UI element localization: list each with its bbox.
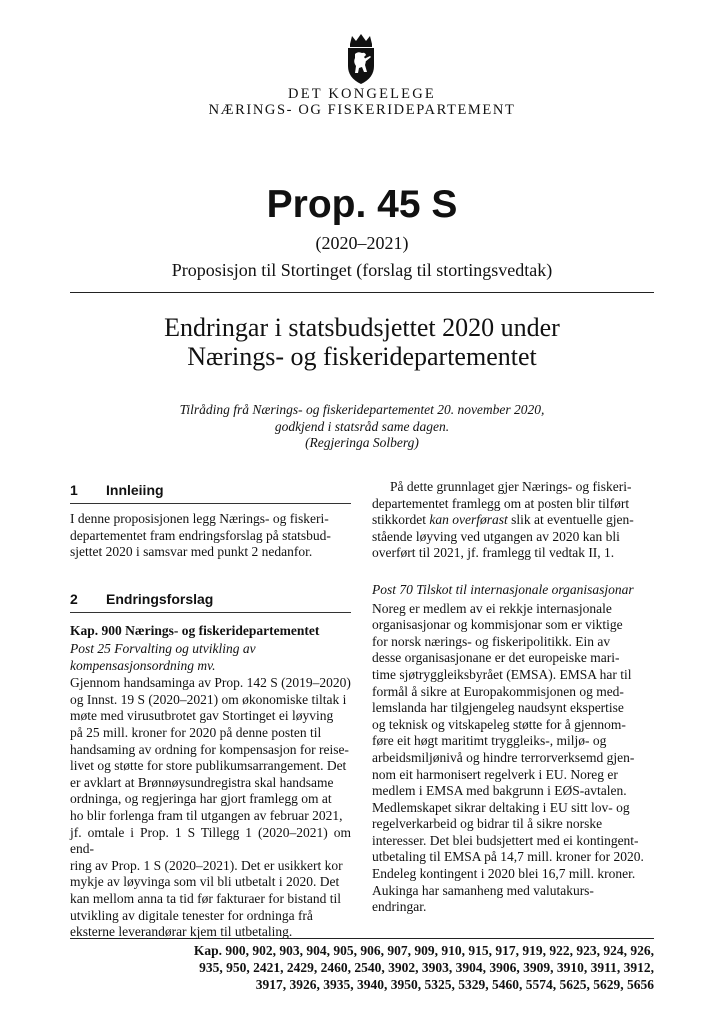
section-1-number: 1 [70,482,78,498]
body-line: lemslanda har tilgjengeleg naudsynt ekspertise [372,700,624,716]
body-line: departementet fram endringsforslag på statsbud- [70,527,331,543]
approval-line-2: godkjend i statsråd same dagen. [274,418,450,434]
chapter-list-line-2: 935, 950, 2421, 2429, 2460, 2540, 3902, 3903, 3904, 3906, 3909, 3910, 3911, 3912, [199,960,654,975]
body-line: time sjøtryggleiksbyrået (EMSA). EMSA har til [372,666,632,682]
body-line: og teknisk og vitskapeleg støtte for å gjennom- [372,716,626,732]
body-line: formål å sikre at Europakommisjonen og med- [372,683,624,699]
body-line: mykje av løyvinga som vil bli utbetalt i 2020. Det [70,874,340,890]
section-1-title: Innleiing [106,482,164,498]
approval-line-1: Tilråding frå Nærings- og fiskeridepartementet 20. november 2020, [179,402,545,417]
title-divider [70,292,654,293]
ministry-name-line2: NÆRINGS- OG FISKERIDEPARTEMENT [208,102,516,118]
body-line: overført til 2021, jf. framlegg til vedtak II, 1. [372,545,615,561]
body-line: på 25 mill. kroner for 2020 på denne posten til [70,724,322,740]
body-line: På dette grunnlaget gjer Nærings- og fiskeri- [390,479,632,494]
body-line: I denne proposisjonen legg Nærings- og fiskeri- [70,511,329,526]
ministry-name-line1: DET KONGELEGE [288,86,436,102]
body-line: Endeleg kontingent i 2020 blei 16,7 mill. kroner. [372,866,636,882]
section-1-body [70,511,351,561]
body-line: utbetaling til EMSA på 14,7 mill. kroner for 2020. [372,849,644,865]
section-2 [70,590,351,941]
right-column [372,479,654,916]
body-line: jf. omtale i Prop. 1 S Tillegg 1 (2020–2021) om end- [70,824,351,857]
session-years: (2020–2021) [315,233,409,253]
body-line: livet og støtte for store publikumsarrangement. Det [70,758,347,774]
approval-note [0,402,724,452]
royal-coat-of-arms-icon [338,32,384,86]
post-25-heading-line1: Post 25 Forvalting og utvikling av [70,641,256,656]
body-line: desse organisasjonane er det europeiske mari- [372,650,620,666]
body-line: Medlemskapet sikrar deltaking i EU sitt lov- og [372,799,630,815]
body-line: ring av Prop. 1 S (2020–2021). Det er usikkert kor [70,857,343,873]
post-70-heading: Post 70 Tilskot til internasjonale organisasjonar [372,581,634,597]
section-2-heading [70,590,351,608]
body-line: og Innst. 19 S (2020–2021) om økonomiske tiltak i [70,691,347,707]
body-text: stikkordet [372,512,426,528]
post-25-heading-line2: kompensasjonsordning mv. [70,657,216,673]
body-line: arbeidsmiljønivå og hindre terrorverksemd gjen- [372,749,635,765]
section-1-heading [70,481,351,499]
body-line: ho blir forlenga fram til utgangen av februar 2021, [70,807,343,823]
document-type: Proposisjon til Stortinget (forslag til stortingsvedtak) [171,260,553,280]
title-line-1: Endringar i statsbudsjettet 2020 under [164,313,560,342]
approval-line-3: (Regjeringa Solberg) [305,435,419,450]
body-line: Aukinga har samanheng med valutakurs- [372,882,594,898]
body-line: stående løyving ved utgangen av 2020 kan bli [372,528,620,544]
chapter-list-line-1: Kap. 900, 902, 903, 904, 905, 906, 907, 909, 910, 915, 917, 919, 922, 923, 924, 926, [193,943,654,958]
section-1-rule [70,503,351,504]
post-70-body [372,601,654,916]
section-2-title: Endringsforslag [106,591,214,607]
body-line: utvikling av digitale tenester for ordninga frå [70,907,313,923]
footer-divider [70,938,654,939]
body-line: medlem i EMSA med bakgrunn i EØS-avtalen. [372,783,627,799]
kap-900-heading: Kap. 900 Nærings- og fiskeridepartementet [70,623,320,638]
chapter-list [70,942,654,993]
section-2-body [70,675,351,941]
section-1 [70,481,351,561]
body-line: handsaming av ordning for kompensasjon for reise- [70,741,349,757]
body-line: endringar. [372,899,427,915]
body-line: nom eit harmonisert regelverk i EU. Noreg er [372,766,618,782]
proposition-number: Prop. 45 S [266,183,458,226]
body-line: eksterne leverandørar kjem til utbetaling. [70,924,293,940]
document-title [0,313,724,371]
chapter-list-line-3: 3917, 3926, 3935, 3940, 3950, 5325, 5329, 5460, 5574, 5625, 5629, 5656 [255,977,654,992]
body-line: interesser. Det blei budsjettert med ei kontingent- [372,832,639,848]
body-line: kan mellom anna ta tid før fakturaer for bistand til [70,890,342,906]
section-2-rule [70,612,351,613]
body-line: regelverkarbeid og bidrar til å sikre norske [372,816,603,832]
body-line: Noreg er medlem av ei rekkje internasjonale [372,600,612,616]
body-line: møte med virusutbrotet gav Stortinget ei løyving [70,708,334,724]
body-line: departementet framlegg om at posten blir tilført [372,495,630,511]
body-line [372,512,654,529]
body-line: sjettet 2020 i samsvar med punkt 2 nedanfor. [70,544,313,560]
section-2-number: 2 [70,591,78,607]
body-line: føre eit høgt maritimt tryggleiks-, miljø- og [372,733,607,749]
body-text: slik at eventuelle gjen- [511,512,634,528]
body-line: er avklart at Brønnøysundregistra skal handsame [70,774,334,790]
body-line: ordninga, og regjeringa har gjort framlegg om at [70,791,332,807]
keyword-kan-overforast: kan overførast [429,512,508,528]
body-line: for norsk nærings- og fiskeripolitikk. Ein av [372,633,611,649]
title-line-2: Nærings- og fiskeridepartementet [187,342,537,371]
body-line: organisasjonar og kommisjonar som er viktige [372,617,623,633]
body-line: Gjennom handsaminga av Prop. 142 S (2019–2020) [70,675,351,691]
